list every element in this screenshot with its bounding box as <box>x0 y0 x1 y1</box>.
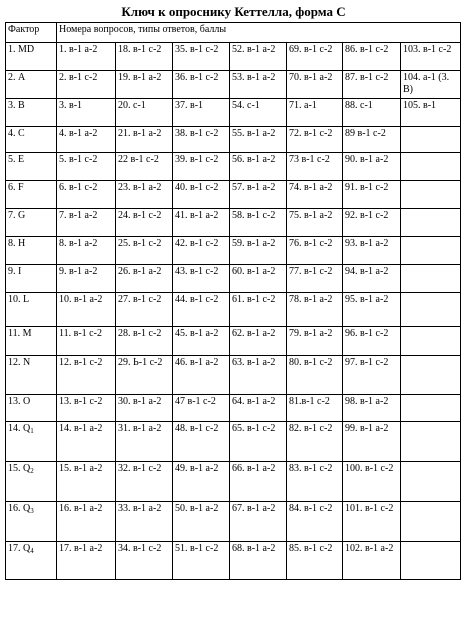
question-cell: 90. в-1 а-2 <box>343 153 401 181</box>
question-cell: 29. Ь-1 с-2 <box>116 356 173 395</box>
question-cell: 57. в-1 а-2 <box>230 181 287 209</box>
factor-cell <box>6 265 57 293</box>
question-cell <box>401 265 461 293</box>
question-cell <box>401 395 461 422</box>
question-cell: 51. в-1 с-2 <box>173 542 230 580</box>
question-cell: 101. в-1 с-2 <box>343 502 401 542</box>
question-cell <box>401 462 461 502</box>
question-cell: 34. в-1 с-2 <box>116 542 173 580</box>
factor-label: 17. Q <box>8 543 31 554</box>
factor-cell <box>6 181 57 209</box>
question-cell: 71. а-1 <box>287 99 343 127</box>
factor-subscript: 1 <box>30 427 34 435</box>
table-row <box>6 462 461 502</box>
question-cell: 88. с-1 <box>343 99 401 127</box>
question-cell: 14. в-1 а-2 <box>57 422 116 462</box>
factor-label: 1. MD <box>8 44 35 55</box>
factor-label: 13. О <box>8 396 31 407</box>
question-cell: 42. в-1 с-2 <box>173 237 230 265</box>
question-cell: 46. в-1 а-2 <box>173 356 230 395</box>
question-cell: 49. в-1 а-2 <box>173 462 230 502</box>
header-questions: Номера вопросов, типы ответов, баллы <box>57 23 461 43</box>
table-row <box>6 43 461 71</box>
question-cell <box>401 502 461 542</box>
factor-label: 16. Q <box>8 503 31 514</box>
question-cell <box>401 209 461 237</box>
factor-subscript: 3 <box>30 507 34 515</box>
question-cell: 6. в-1 с-2 <box>57 181 116 209</box>
factor-cell <box>6 395 57 422</box>
question-cell: 7. в-1 а-2 <box>57 209 116 237</box>
question-cell: 64. в-1 а-2 <box>230 395 287 422</box>
question-cell: 76. в-1 с-2 <box>287 237 343 265</box>
factor-cell <box>6 43 57 71</box>
table-row <box>6 71 461 99</box>
question-cell: 66. в-1 а-2 <box>230 462 287 502</box>
question-cell: 97. в-1 с-2 <box>343 356 401 395</box>
question-cell: 50. в-1 а-2 <box>173 502 230 542</box>
question-cell: 2. в-1 с-2 <box>57 71 116 99</box>
factor-label: 10. L <box>8 294 30 305</box>
question-cell: 74. в-1 а-2 <box>287 181 343 209</box>
factor-cell <box>6 502 57 542</box>
table-row <box>6 327 461 356</box>
table-row <box>6 153 461 181</box>
factor-cell <box>6 422 57 462</box>
question-cell: 84. в-1 с-2 <box>287 502 343 542</box>
question-cell: 23. в-1 а-2 <box>116 181 173 209</box>
question-cell: 70. в-1 а-2 <box>287 71 343 99</box>
question-cell: 47 в-1 с-2 <box>173 395 230 422</box>
factor-label: 14. Q <box>8 423 31 434</box>
question-cell: 61. в-1 с-2 <box>230 293 287 327</box>
question-cell: 12. в-1 с-2 <box>57 356 116 395</box>
question-cell: 24. в-1 с-2 <box>116 209 173 237</box>
factor-subscript: 4 <box>30 547 34 555</box>
factor-cell <box>6 237 57 265</box>
question-cell: 41. в-1 а-2 <box>173 209 230 237</box>
factor-label: 12. N <box>8 357 31 368</box>
question-cell: 5. в-1 с-2 <box>57 153 116 181</box>
question-cell: 9. в-1 а-2 <box>57 265 116 293</box>
question-cell: 44. в-1 с-2 <box>173 293 230 327</box>
question-cell: 67. в-1 а-2 <box>230 502 287 542</box>
question-cell <box>401 237 461 265</box>
key-table <box>5 22 461 580</box>
question-cell: 27. в-1 с-2 <box>116 293 173 327</box>
table-row <box>6 237 461 265</box>
factor-cell <box>6 71 57 99</box>
factor-cell <box>6 209 57 237</box>
question-cell: 10. в-1 а-2 <box>57 293 116 327</box>
table-row <box>6 265 461 293</box>
question-cell: 52. в-1 а-2 <box>230 43 287 71</box>
factor-label: 8. Н <box>8 238 26 249</box>
question-cell: 28. в-1 с-2 <box>116 327 173 356</box>
question-cell: 35. в-1 с-2 <box>173 43 230 71</box>
question-cell: 89 в-1 с-2 <box>343 127 401 153</box>
question-cell: 32. в-1 с-2 <box>116 462 173 502</box>
question-cell: 83. в-1 с-2 <box>287 462 343 502</box>
factor-label: 6. F <box>8 182 24 193</box>
factor-cell <box>6 462 57 502</box>
question-cell: 36. в-1 с-2 <box>173 71 230 99</box>
question-cell: 19. в-1 а-2 <box>116 71 173 99</box>
question-cell: 87. в-1 с-2 <box>343 71 401 99</box>
factor-cell <box>6 542 57 580</box>
question-cell <box>401 293 461 327</box>
question-cell: 99. в-1 а-2 <box>343 422 401 462</box>
factor-label: 3. В <box>8 100 25 111</box>
question-cell: 104. а-1 (3. В) <box>401 71 461 99</box>
question-cell: 78. в-1 а-2 <box>287 293 343 327</box>
question-cell: 102. в-1 а-2 <box>343 542 401 580</box>
question-cell: 60. в-1 а-2 <box>230 265 287 293</box>
question-cell: 86. в-1 с-2 <box>343 43 401 71</box>
question-cell: 100. в-1 с-2 <box>343 462 401 502</box>
question-cell: 55. в-1 а-2 <box>230 127 287 153</box>
table-row <box>6 356 461 395</box>
factor-label: 5. Е <box>8 154 25 165</box>
question-cell: 59. в-1 а-2 <box>230 237 287 265</box>
question-cell: 8. в-1 а-2 <box>57 237 116 265</box>
question-cell: 15. в-1 а-2 <box>57 462 116 502</box>
table-body <box>6 43 461 580</box>
question-cell: 22 в-1 с-2 <box>116 153 173 181</box>
question-cell <box>401 422 461 462</box>
question-cell: 54. с-1 <box>230 99 287 127</box>
table-row <box>6 395 461 422</box>
question-cell: 1. в-1 а-2 <box>57 43 116 71</box>
question-cell: 18. в-1 с-2 <box>116 43 173 71</box>
question-cell <box>401 356 461 395</box>
question-cell: 11. в-1 с-2 <box>57 327 116 356</box>
question-cell: 20. с-1 <box>116 99 173 127</box>
table-row <box>6 422 461 462</box>
page-title: Ключ к опроснику Кеттелла, форма С <box>121 4 346 19</box>
table-row <box>6 542 461 580</box>
question-cell: 105. в-1 <box>401 99 461 127</box>
question-cell: 91. в-1 с-2 <box>343 181 401 209</box>
question-cell: 92. в-1 с-2 <box>343 209 401 237</box>
table-row <box>6 99 461 127</box>
question-cell: 21. в-1 а-2 <box>116 127 173 153</box>
question-cell: 25. в-1 с-2 <box>116 237 173 265</box>
question-cell: 39. в-1 с-2 <box>173 153 230 181</box>
factor-cell <box>6 127 57 153</box>
question-cell: 79. в-1 а-2 <box>287 327 343 356</box>
question-cell: 58. в-1 с-2 <box>230 209 287 237</box>
factor-cell <box>6 99 57 127</box>
question-cell: 85. в-1 с-2 <box>287 542 343 580</box>
question-cell: 38. в-1 с-2 <box>173 127 230 153</box>
question-cell: 103. в-1 с-2 <box>401 43 461 71</box>
question-cell: 73 в-1 с-2 <box>287 153 343 181</box>
factor-label: 2. А <box>8 72 26 83</box>
question-cell: 95. в-1 а-2 <box>343 293 401 327</box>
question-cell <box>401 181 461 209</box>
question-cell: 40. в-1 с-2 <box>173 181 230 209</box>
question-cell: 63. в-1 а-2 <box>230 356 287 395</box>
question-cell: 48. в-1 с-2 <box>173 422 230 462</box>
factor-label: 11. М <box>8 328 32 339</box>
question-cell: 82. в-1 с-2 <box>287 422 343 462</box>
table-row <box>6 127 461 153</box>
question-cell: 4. в-1 а-2 <box>57 127 116 153</box>
factor-cell <box>6 356 57 395</box>
question-cell: 80. в-1 с-2 <box>287 356 343 395</box>
factor-label: 7. G <box>8 210 26 221</box>
question-cell: 62. в-1 а-2 <box>230 327 287 356</box>
question-cell: 43. в-1 с-2 <box>173 265 230 293</box>
question-cell <box>401 327 461 356</box>
table-row <box>6 293 461 327</box>
question-cell <box>401 153 461 181</box>
question-cell: 94. в-1 а-2 <box>343 265 401 293</box>
question-cell: 56. в-1 а-2 <box>230 153 287 181</box>
question-cell: 72. в-1 с-2 <box>287 127 343 153</box>
question-cell: 65. в-1 с-2 <box>230 422 287 462</box>
question-cell: 69. в-1 с-2 <box>287 43 343 71</box>
header-row <box>6 23 461 43</box>
table-row <box>6 209 461 237</box>
question-cell: 93. в-1 а-2 <box>343 237 401 265</box>
question-cell: 45. в-1 а-2 <box>173 327 230 356</box>
factor-label: 15. Q <box>8 463 31 474</box>
question-cell: 13. в-1 с-2 <box>57 395 116 422</box>
header-factor: Фактор <box>6 23 57 43</box>
question-cell: 31. в-1 а-2 <box>116 422 173 462</box>
question-cell: 3. в-1 <box>57 99 116 127</box>
table-row <box>6 502 461 542</box>
question-cell: 96. в-1 с-2 <box>343 327 401 356</box>
question-cell: 77. в-1 с-2 <box>287 265 343 293</box>
question-cell: 81.в-1 с-2 <box>287 395 343 422</box>
table-row <box>6 181 461 209</box>
factor-subscript: 2 <box>30 467 34 475</box>
factor-label: 9. I <box>8 266 22 277</box>
factor-cell <box>6 153 57 181</box>
question-cell: 30. в-1 а-2 <box>116 395 173 422</box>
question-cell: 37. в-1 <box>173 99 230 127</box>
question-cell: 33. в-1 а-2 <box>116 502 173 542</box>
question-cell: 68. в-1 а-2 <box>230 542 287 580</box>
question-cell: 26. в-1 а-2 <box>116 265 173 293</box>
question-cell: 53. в-1 а-2 <box>230 71 287 99</box>
question-cell: 75. в-1 а-2 <box>287 209 343 237</box>
factor-label: 4. С <box>8 128 25 139</box>
question-cell: 17. в-1 а-2 <box>57 542 116 580</box>
factor-cell <box>6 293 57 327</box>
question-cell <box>401 542 461 580</box>
question-cell <box>401 127 461 153</box>
question-cell: 98. в-1 а-2 <box>343 395 401 422</box>
factor-cell <box>6 327 57 356</box>
question-cell: 16. в-1 а-2 <box>57 502 116 542</box>
